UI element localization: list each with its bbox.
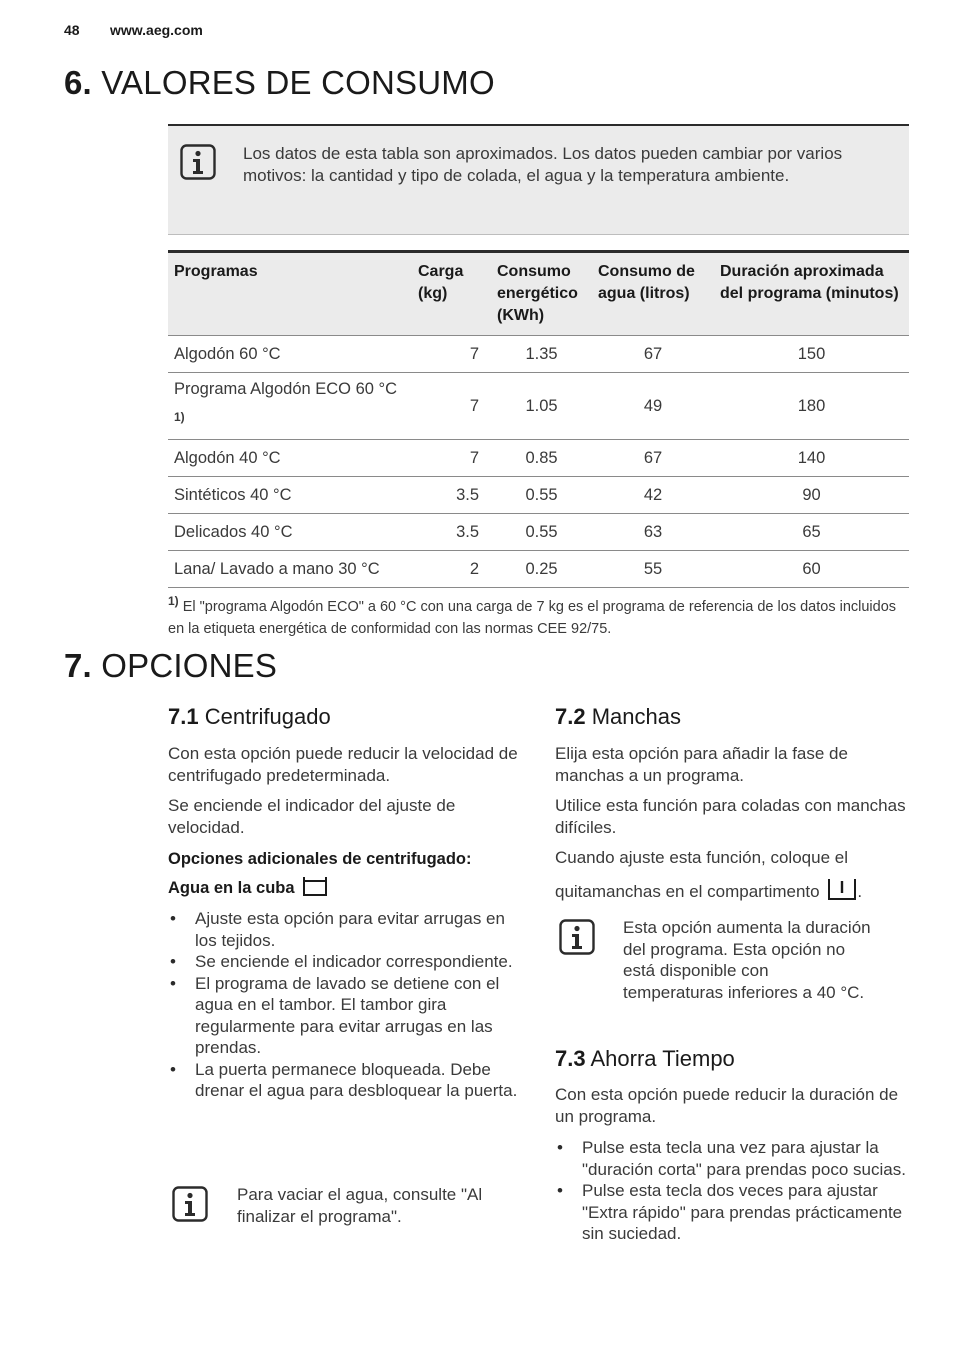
table-footnote	[168, 590, 913, 640]
list-item: • La puerta permanece bloqueada. Debe drenar el agua para desbloquear la puerta.	[168, 1059, 526, 1102]
table-row	[168, 514, 909, 551]
cell-water: 49	[592, 373, 714, 440]
list-item: • Pulse esta tecla una vez para ajustar la "duración corta" para prendas poco sucias.	[555, 1137, 913, 1180]
info-note-box	[168, 124, 909, 235]
subsection-7-2-title: Manchas	[591, 704, 681, 729]
cell-energy: 0.55	[491, 514, 592, 551]
cell-program-text: Programa Algodón ECO 60 °C	[174, 380, 398, 399]
subhead-agua-cuba-text: Agua en la cuba	[168, 879, 295, 897]
cell-duration: 65	[714, 514, 909, 551]
cell-energy: 0.55	[491, 477, 592, 514]
list-item: • El programa de lavado se detiene con el agua en el tambor. El tambor gira regularmente para evitar arrugas en las prendas.	[168, 973, 526, 1059]
cell-energy: 0.25	[491, 551, 592, 588]
cell-program: Sintéticos 40 °C	[168, 477, 412, 514]
section-6-number: 6.	[64, 64, 92, 101]
subsection-7-3	[555, 1046, 913, 1245]
subsection-7-1-heading	[168, 704, 526, 730]
cell-energy: 1.35	[491, 336, 592, 373]
cell-program: Lana/ Lavado a mano 30 °C	[168, 551, 412, 588]
cell-load: 2	[412, 551, 491, 588]
subsection-7-3-number: 7.3	[555, 1046, 586, 1071]
subsection-7-1-number: 7.1	[168, 704, 199, 729]
paragraph: Con esta opción puede reducir la duración de un programa.	[555, 1085, 899, 1126]
footnote-marker: 1)	[168, 594, 179, 608]
paragraph: Se enciende el indicador del ajuste de velocidad.	[168, 796, 456, 837]
table-row	[168, 551, 909, 588]
cell-program: Delicados 40 °C	[168, 514, 412, 551]
table-row	[168, 336, 909, 373]
table-row	[168, 440, 909, 477]
paragraph-compartment-text: quitamanchas en el compartimento	[555, 881, 820, 901]
consumption-table	[168, 250, 909, 588]
cell-load: 7	[412, 336, 491, 373]
table-row	[168, 477, 909, 514]
section-7-number: 7.	[64, 647, 92, 684]
paragraph: Utilice esta función para coladas con manchas difíciles.	[555, 796, 906, 837]
paragraph: Elija esta opción para añadir la fase de manchas a un programa.	[555, 744, 848, 785]
subsection-7-2-number: 7.2	[555, 704, 586, 729]
bold-subhead: Opciones adicionales de centrifugado:	[168, 850, 472, 868]
cell-duration: 150	[714, 336, 909, 373]
subsection-7-2	[555, 704, 913, 902]
section-6-title: VALORES DE CONSUMO	[101, 64, 495, 101]
list-item: • Ajuste esta opción para evitar arrugas en los tejidos.	[168, 908, 526, 951]
water-in-drum-icon	[302, 876, 328, 896]
cell-duration: 180	[714, 373, 909, 440]
subsection-7-3-heading	[555, 1046, 913, 1072]
cell-energy: 1.05	[491, 373, 592, 440]
section-7-title: OPCIONES	[101, 647, 278, 684]
cell-load: 3.5	[412, 477, 491, 514]
footnote-ref: 1)	[174, 410, 185, 425]
paragraph: Cuando ajuste esta función, coloque el	[555, 848, 848, 867]
cell-load: 7	[412, 373, 491, 440]
cell-water: 67	[592, 336, 714, 373]
cell-load: 3.5	[412, 514, 491, 551]
compartment-icon	[827, 878, 857, 900]
subsection-7-2-heading	[555, 704, 913, 730]
info-note-7-1: Para vaciar el agua, consulte "Al finalizar el programa".	[237, 1185, 483, 1226]
cell-duration: 90	[714, 477, 909, 514]
table-row	[168, 373, 909, 440]
cell-duration: 140	[714, 440, 909, 477]
page-number: 48	[64, 22, 80, 38]
cell-duration: 60	[714, 551, 909, 588]
cell-water: 42	[592, 477, 714, 514]
col-header-programas: Programas	[168, 252, 412, 336]
info-note-7-2: Esta opción aumenta la duración del programa. Esta opción no está disponible con temperaturas inferiores a 40 °C.	[623, 918, 871, 1002]
cell-water: 55	[592, 551, 714, 588]
col-header-duracion: Duración aproximada del programa (minutos)	[714, 252, 909, 336]
paragraph-compartment-period: .	[857, 881, 863, 901]
cell-load: 7	[412, 440, 491, 477]
subsection-7-1	[168, 704, 526, 1102]
paragraph-compartment	[555, 878, 913, 903]
list-item: • Pulse esta tecla dos veces para ajustar "Extra rápido" para prendas prácticamente sin suciedad.	[555, 1180, 913, 1245]
section-6-heading	[64, 64, 495, 102]
col-header-consumo-energetico: Consumo energético (KWh)	[491, 252, 592, 336]
table-header-row	[168, 252, 909, 336]
section-7-heading	[64, 647, 277, 685]
footnote-text: El "programa Algodón ECO" a 60 °C con una carga de 7 kg es el programa de referencia de los datos incluidos en la etiqueta energética de conformidad con las normas CEE 92/75.	[168, 598, 897, 637]
subsection-7-3-title: Ahorra Tiempo	[590, 1046, 735, 1071]
bold-subhead-agua-cuba	[168, 876, 526, 899]
bullet-list-7-1	[168, 908, 526, 1102]
paragraph: Con esta opción puede reducir la velocidad de centrifugado predeterminada.	[168, 744, 518, 785]
cell-program: Algodón 60 °C	[168, 336, 412, 373]
cell-water: 67	[592, 440, 714, 477]
info-icon	[180, 144, 216, 180]
cell-water: 63	[592, 514, 714, 551]
info-note-text: Los datos de esta tabla son aproximados. Los datos pueden cambiar por varios motivos: la cantidad y tipo de colada, el agua y la temperatura ambiente.	[243, 144, 843, 185]
col-header-consumo-agua: Consumo de agua (litros)	[592, 252, 714, 336]
cell-program	[168, 373, 412, 440]
website-link[interactable]: www.aeg.com	[110, 22, 203, 38]
cell-energy: 0.85	[491, 440, 592, 477]
bullet-list-7-3	[555, 1137, 913, 1245]
info-icon	[559, 919, 595, 955]
col-header-carga: Carga (kg)	[412, 252, 491, 336]
list-item: • Se enciende el indicador correspondiente.	[168, 951, 526, 973]
info-icon	[172, 1186, 208, 1222]
cell-program: Algodón 40 °C	[168, 440, 412, 477]
subsection-7-1-title: Centrifugado	[204, 704, 331, 729]
